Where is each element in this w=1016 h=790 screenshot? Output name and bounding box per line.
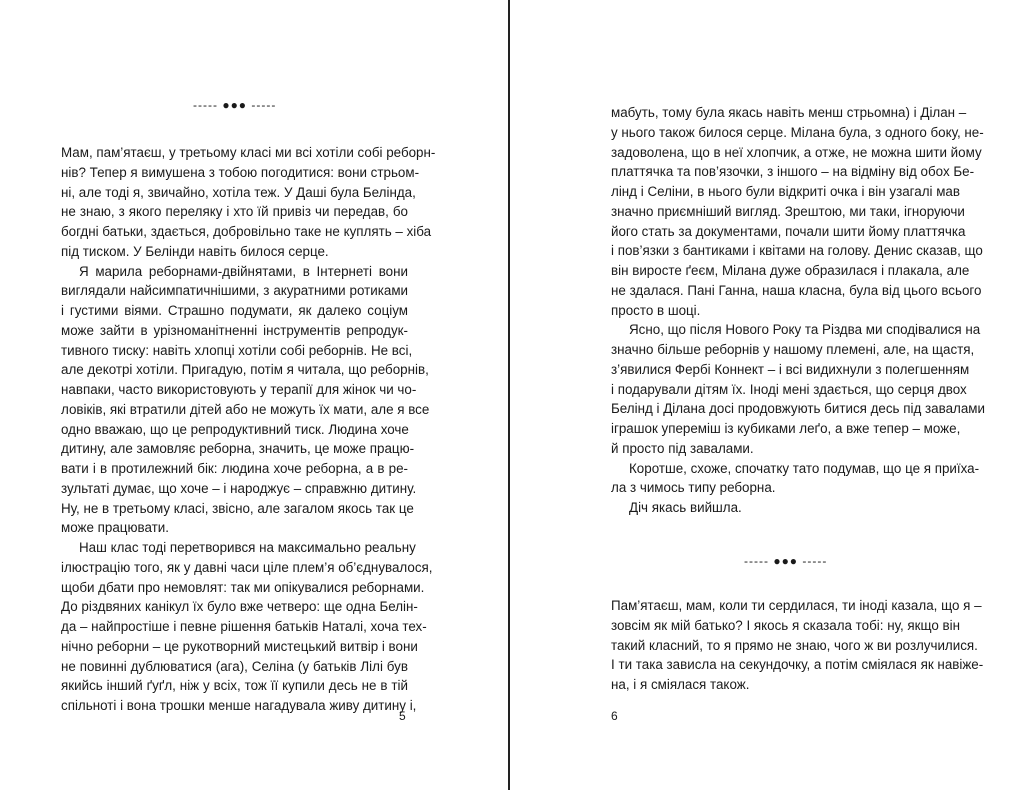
text-line: ілюстрацію того, як у давні часи ціле плем’я об’єднувалося,: [61, 559, 433, 575]
text-line: і пов’язки з бантиками і квітами на голову. Денис сказав, що: [611, 243, 983, 259]
text-line: навпаки, часто використовують у терапії для жінок чи чо-: [61, 382, 417, 397]
text-line: Наш клас тоді перетворився на максимально реальну: [79, 540, 416, 555]
text-line: До різдвяних канікул їх було вже четверо: ще одна Белін-: [61, 599, 418, 615]
text-line: щоби дбати про немовлят: так ми опікувалися реборнами.: [61, 579, 425, 595]
text-line: лінд і Селіни, в нього були відкриті очка і він узагалі мав: [611, 184, 960, 199]
text-line: спільноті і вона трошки менше нагадувала живу дитину і,: [61, 698, 417, 713]
text-line: нічно реборни – це рукотворний мистецький витвір і вони: [61, 638, 418, 654]
text-line: одно вважаю, що це репродуктивний тиск. Людина хоче: [61, 421, 409, 437]
text-line: Ясно, що після Нового Року та Різдва ми сподівалися на: [629, 322, 981, 338]
page-number: 6: [611, 709, 618, 723]
text-line: Пам’ятаєш, мам, коли ти сердилася, ти іноді казала, що я –: [611, 598, 982, 613]
text-line: дитину, але замовляє реборна, значить, це може працю-: [61, 441, 415, 457]
text-line: на, і я сміялася також.: [611, 677, 750, 692]
text-line: не повинні дублюватися (ага), Селіна (у батьків Лілі був: [61, 658, 408, 674]
right-page-body-top: [611, 103, 985, 518]
text-line: ловіків, які втратили дітей або не можуть їх мати, але я все: [61, 401, 430, 417]
text-line: під тиском. У Белінди навіть билося серце.: [61, 243, 329, 259]
text-line: і подарували дітям їх. Іноді мені здається, що серця двох: [611, 381, 967, 397]
text-line: зультаті думає, що хоче – і народжує – справжню дитину.: [61, 480, 417, 496]
text-line: може працювати.: [61, 520, 169, 536]
text-line: просто в шоці.: [611, 302, 701, 318]
text-line: вати і в протилежний бік: людина хоче реборна, а в ре-: [61, 461, 408, 476]
text-line: він виросте ґеєм, Мілана дуже образилася і плакала, але: [611, 263, 970, 278]
text-line: і густими віями. Страшно подумати, як далеко соціум: [61, 303, 408, 318]
text-line: ні, але тоді я, звичайно, хотіла теж. У Даші була Белінда,: [61, 184, 416, 200]
text-line: його стать за документами, почали шити йому платтячка: [611, 223, 966, 239]
text-line: у нього також билося серце. Мілана була, з одного боку, не-: [611, 124, 984, 140]
right-page: [510, 0, 1016, 790]
left-page-body: [61, 143, 436, 716]
text-line: значно приємніший вигляд. Зрештою, ми таки, ігноруючи: [611, 203, 965, 219]
section-separator: ----- ●●● -----: [744, 554, 828, 568]
page-number: 5: [399, 709, 406, 723]
text-line: Ну, не в третьому класі, звісно, але загалом якось так це: [61, 500, 414, 516]
text-line: тивного тиску: навіть хлопці хотіли собі реборнів. Не всі,: [61, 342, 413, 358]
text-line: й просто під завалами.: [611, 440, 754, 456]
text-line: платтячка та пов’язочки, з іншого – на відміну від обох Бе-: [611, 164, 975, 180]
text-line: іграшок упереміш із кубиками леґо, а вже тепер – може,: [611, 421, 961, 436]
text-line: але декотрі хотіли. Пригадую, потім я читала, що реборнів,: [61, 362, 429, 378]
text-line: богдні батьки, здається, добровільно таке не куплять – хіба: [61, 224, 432, 239]
text-line: не знаю, з якого переляку і хто їй привіз чи передав, бо: [61, 204, 408, 220]
text-line: нів? Тепер я вимушена з тобою погодитися: вони стрьом-: [61, 164, 420, 180]
text-line: задоволена, що в неї хлопчик, а отже, не можна шити йому: [611, 144, 982, 160]
text-line: ла з чимось типу реборна.: [611, 480, 776, 496]
text-line: значно більше реборнів у нашому племені, але, на щастя,: [611, 342, 975, 357]
text-line: Мам, пам’ятаєш, у третьому класі ми всі хотіли собі реборн-: [61, 145, 436, 160]
text-line: якийсь інший ґуґл, ніж у всіх, тож її купили десь не в тій: [61, 678, 408, 694]
text-line: виглядали найсимпатичнішими, з акуратними ротиками: [61, 283, 408, 299]
text-line: Діч якась вийшла.: [629, 500, 742, 515]
text-line: Белінд і Ділана досі продовжують битися десь під завалами: [611, 401, 985, 417]
text-line: може зайти в урізноманітненні інструментів репродук-: [61, 322, 408, 338]
right-page-body-bottom: [611, 596, 984, 695]
text-line: да – найпростіше і певне рішення батьків Наталі, хоча тех-: [61, 619, 427, 634]
section-separator: ----- ●●● -----: [193, 98, 277, 112]
text-line: Коротше, схоже, спочатку тато подумав, що це я приїха-: [629, 460, 980, 476]
text-line: зовсім як мій батько? І якось я сказала тобі: ну, якщо він: [611, 617, 961, 633]
text-line: з’явилися Фербі Коннект – і всі видихнули з полегшенням: [611, 361, 970, 377]
text-line: мабуть, тому була якась навіть менш стрьомна) і Ділан –: [611, 105, 967, 120]
text-line: не здалася. Пані Ганна, наша класна, була від цього всього: [611, 282, 982, 298]
text-line: Я марила реборнами-двійнятами, в Інтернеті вони: [79, 263, 408, 279]
text-line: І ти така зависла на секундочку, а потім сміялася як навіже-: [611, 657, 984, 673]
text-line: такий класний, то я прямо не знаю, чого ж ви розлучилися.: [611, 637, 978, 653]
